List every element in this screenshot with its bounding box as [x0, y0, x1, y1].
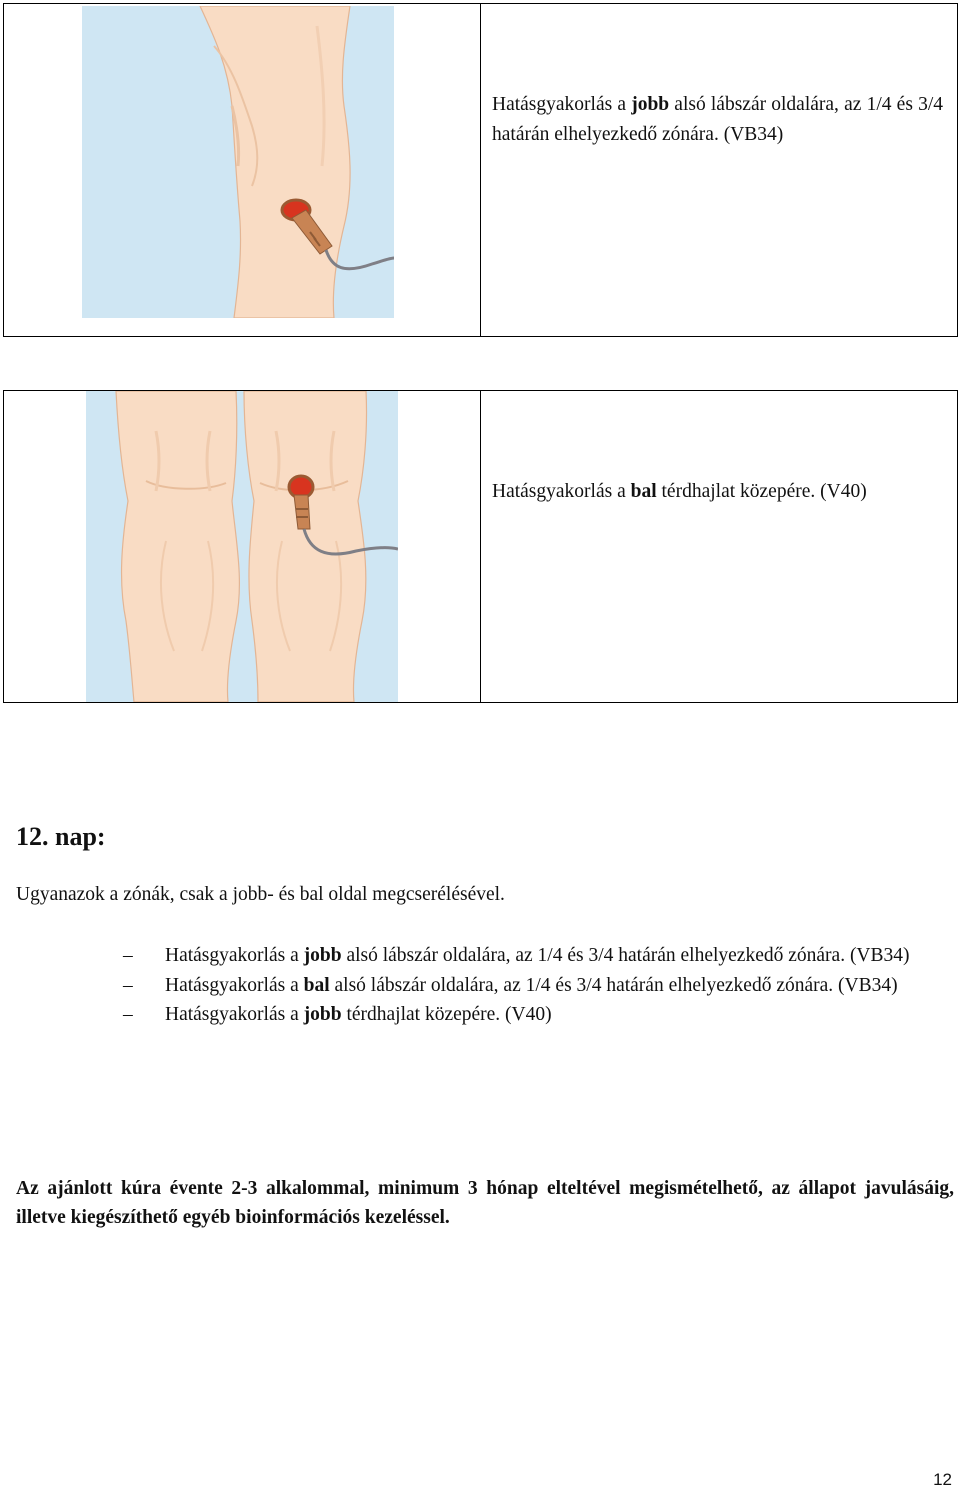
knee-back-figure: [86, 391, 398, 702]
image-cell: [4, 391, 481, 702]
instruction-prefix: Hatásgyakorlás a: [492, 94, 632, 115]
item-side: jobb: [303, 1004, 342, 1025]
item-side: jobb: [303, 945, 342, 966]
day-heading: 12. nap:: [16, 822, 106, 851]
dash-bullet: –: [123, 1004, 133, 1025]
lower-leg-figure: [82, 6, 394, 318]
image-cell: [4, 4, 481, 336]
instruction-text: [492, 90, 943, 150]
list-item: [0, 1000, 956, 1030]
description-cell: [481, 4, 957, 336]
description-cell: [481, 391, 957, 702]
item-side: bal: [303, 974, 330, 996]
item-suffix: alsó lábszár oldalára, az 1/4 és 3/4 határán elhelyezkedő zónára. (VB34): [329, 974, 898, 996]
item-suffix: alsó lábszár oldalára, az 1/4 és 3/4 határán elhelyezkedő zónára. (VB34): [341, 945, 910, 966]
dash-bullet: –: [123, 945, 133, 966]
table-row-lower-leg: [3, 3, 958, 337]
page-number: 12: [933, 1470, 952, 1489]
item-prefix: Hatásgyakorlás a: [165, 945, 304, 966]
list-item: [0, 971, 956, 1001]
instruction-side: jobb: [631, 94, 670, 115]
instruction-suffix: alsó lábszár oldalára, az 1/4 és 3/4 határán elhelyezkedő zónára. (VB34): [492, 94, 943, 145]
intro-text: Ugyanazok a zónák, csak a jobb- és bal oldal megcserélésével.: [16, 884, 505, 905]
step-list: [0, 941, 956, 1030]
list-item: [0, 941, 956, 971]
item-prefix: Hatásgyakorlás a: [165, 974, 304, 996]
instruction-side: bal: [630, 481, 657, 502]
table-row-knee: [3, 390, 958, 703]
dash-bullet: –: [123, 974, 133, 996]
closing-note: Az ajánlott kúra évente 2-3 alkalommal, minimum 3 hónap elteltével megismételhető, az állapot javulásáig, illetve kiegészíthető egyéb bioinformációs kezeléssel.: [16, 1178, 954, 1228]
item-suffix: térdhajlat közepére. (V40): [341, 1004, 552, 1025]
instruction-text: [492, 477, 943, 507]
item-prefix: Hatásgyakorlás a: [165, 1004, 304, 1025]
instruction-prefix: Hatásgyakorlás a: [492, 481, 631, 502]
instruction-suffix: térdhajlat közepére. (V40): [656, 481, 867, 502]
